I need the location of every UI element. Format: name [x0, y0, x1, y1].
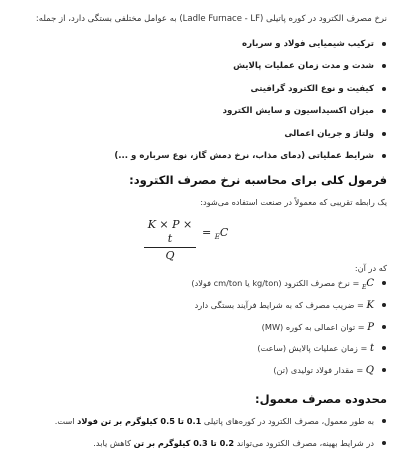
list-item: کیفیت و نوع الکترود گرافیتی: [14, 83, 387, 105]
variable-symbol: P: [367, 321, 374, 333]
where-label: که در آن:: [354, 263, 387, 273]
lhs-symbol: C: [219, 226, 229, 239]
range-item: به طور معمول، مصرف الکترود در کوره‌های پاتیلی 0.1 تا 0.5 کیلوگرم بر تن فولاد است.: [14, 415, 387, 437]
list-item: شرایط عملیاتی (دمای مذاب، نرخ دمش گاز، نوع سرباره و ...): [14, 150, 387, 172]
variable-description: = توان اعمالی به کوره (MW): [261, 321, 368, 332]
formula-lhs: [202, 226, 228, 241]
formula-lead: یک رابطه تقریبی که معمولاً در صنعت استفاده می‌شود:: [200, 197, 387, 207]
variable-item: [14, 364, 387, 386]
variable-symbol: K: [366, 299, 374, 311]
factors-list: [14, 38, 387, 172]
variable-item: [14, 299, 387, 321]
list-item: ولتاژ و جریان اعمالی: [14, 128, 387, 150]
variable-description: = مقدار فولاد تولیدی (تن): [273, 365, 366, 376]
variables-list: [14, 277, 387, 386]
formula-heading: فرمول کلی برای محاسبه نرخ مصرف الکترود:: [129, 173, 387, 187]
range-list: [14, 415, 387, 458]
variable-item: [14, 342, 387, 364]
list-item: ترکیب شیمیایی فولاد و سرباره: [14, 38, 387, 60]
variable-symbol: Q: [365, 365, 374, 377]
fraction: [144, 218, 196, 263]
range-heading: محدوده مصرف معمول:: [255, 392, 387, 406]
formula-numerator: K × P × t: [147, 218, 193, 245]
variable-symbol: $_E$C: [361, 278, 374, 291]
formula-denominator: Q: [165, 249, 175, 262]
variable-description: = زمان عملیات پالایش (ساعت): [257, 343, 370, 354]
variable-symbol: t: [369, 343, 374, 355]
range-value: 0.2 تا 0.3 کیلوگرم بر تن: [133, 437, 235, 448]
intro-paragraph: نرخ مصرف الکترود در کوره پاتیلی (Ladle Furnace - LF) به عوامل مختلفی بستگی دارد، از جمله:: [35, 14, 387, 24]
fraction-bar: [144, 247, 196, 248]
range-item: در شرایط بهینه، مصرف الکترود می‌تواند 0.2 تا 0.3 کیلوگرم بر تن کاهش یابد.: [14, 437, 387, 459]
equals-sign: =: [202, 226, 212, 239]
range-value: 0.1 تا 0.5 کیلوگرم بر تن فولاد: [77, 416, 202, 426]
variable-item: [14, 277, 387, 299]
list-item: شدت و مدت زمان عملیات پالایش: [14, 60, 387, 82]
lhs-subscript: E: [214, 233, 220, 242]
variable-description: = نرخ مصرف الکترود (kg/ton یا cm/ton فولاد): [191, 278, 362, 288]
variable-item: [14, 321, 387, 343]
formula-block: [130, 218, 240, 262]
variable-description: = ضریب مصرف که به شرایط فرآیند بستگی دارد: [194, 299, 367, 310]
list-item: میزان اکسیداسیون و سایش الکترود: [14, 105, 387, 127]
